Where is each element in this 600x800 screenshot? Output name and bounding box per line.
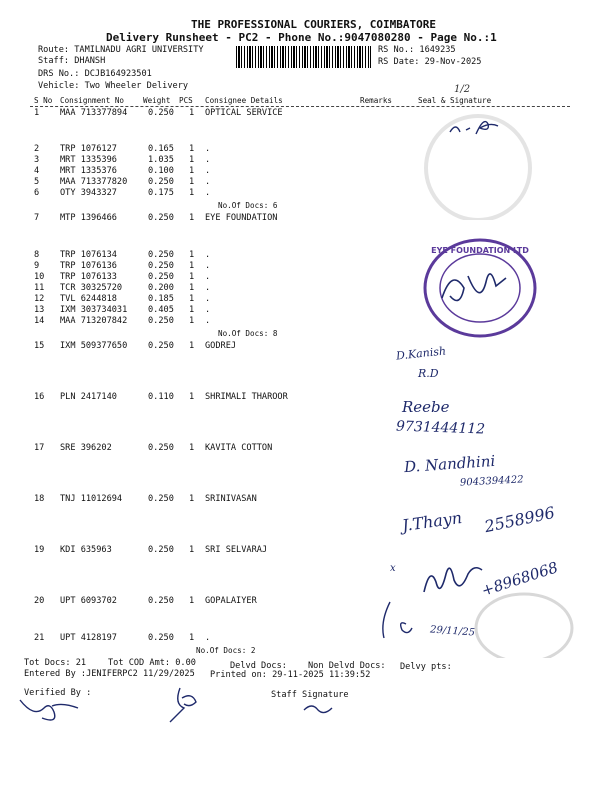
signature-18-name: J.Thayn bbox=[400, 507, 464, 536]
col-sno: S No bbox=[34, 96, 53, 105]
faint-seal-outline bbox=[400, 110, 550, 220]
non-delivered-docs: Non Delvd Docs: bbox=[308, 661, 386, 671]
table-row: 18 TNJ 11012694 0.250 1 SRINIVASAN bbox=[34, 494, 257, 504]
signature-15-name: D.Kanish bbox=[395, 344, 447, 363]
table-row: 11 TCR 30325720 0.200 1 . bbox=[34, 283, 211, 293]
table-row: 3 MRT 1335396 1.035 1 . bbox=[34, 155, 211, 165]
rs-number: RS No.: 1649235 bbox=[378, 45, 456, 55]
drs-number: DRS No.: DCJB164923501 bbox=[38, 69, 152, 79]
total-cod: Tot COD Amt: 0.00 bbox=[108, 658, 196, 668]
vehicle: Vehicle: Two Wheeler Delivery bbox=[38, 81, 189, 91]
table-row: 7 MTP 1396466 0.250 1 EYE FOUNDATION bbox=[34, 213, 278, 223]
table-row: 5 MAA 713377820 0.250 1 . bbox=[34, 177, 211, 187]
col-weight: Weight bbox=[143, 96, 171, 105]
verifier-signature bbox=[16, 694, 86, 724]
col-consignee: Consignee Details bbox=[205, 96, 283, 105]
delivered-docs: Delvd Docs: bbox=[230, 661, 287, 671]
docs-count: No.Of Docs: 2 bbox=[196, 646, 256, 655]
staff-signature bbox=[300, 700, 340, 720]
signature-18-phone: 2558996 bbox=[482, 502, 557, 537]
barcode bbox=[236, 46, 371, 68]
col-consignment: Consignment No bbox=[60, 96, 125, 105]
signature-21-date: 29/11/25 bbox=[429, 624, 476, 639]
table-row: 21 UPT 4128197 0.250 1 . bbox=[34, 633, 211, 643]
table-row: 13 IXM 303734031 0.405 1 . bbox=[34, 305, 211, 315]
delivery-points: Delvy pts: bbox=[400, 662, 452, 672]
staff-signature-label: Staff Signature bbox=[271, 690, 349, 700]
table-row: 15 IXM 509377650 0.250 1 GODREJ bbox=[34, 341, 237, 351]
company-name: THE PROFESSIONAL COURIERS, COIMBATORE bbox=[191, 18, 437, 31]
route: Route: TAMILNADU AGRI UNIVERSITY bbox=[38, 45, 204, 55]
table-row: 12 TVL 6244818 0.185 1 . bbox=[34, 294, 211, 304]
table-row: 6 OTY 3943327 0.175 1 . bbox=[34, 188, 211, 198]
table-row: 14 MAA 713207842 0.250 1 . bbox=[34, 316, 211, 326]
table-row: 9 TRP 1076136 0.250 1 . bbox=[34, 261, 211, 271]
col-pcs: PCS bbox=[179, 96, 193, 105]
docs-count: No.Of Docs: 8 bbox=[218, 329, 278, 338]
signature-17-name: D. Nandhini bbox=[403, 451, 496, 477]
signature-19-phone: +8968068 bbox=[479, 558, 561, 600]
signature-16-name: Reebe bbox=[402, 398, 450, 416]
signature-15-mark: R.D bbox=[418, 367, 439, 380]
table-row: 17 SRE 396202 0.250 1 KAVITA COTTON bbox=[34, 443, 273, 453]
faint-seal-lower bbox=[474, 588, 574, 658]
table-row: 2 TRP 1076127 0.165 1 . bbox=[34, 144, 211, 154]
entered-by: Entered By :JENIFERPC2 11/29/2025 bbox=[24, 669, 195, 679]
handwritten-page-note: 1/2 bbox=[454, 84, 471, 95]
table-row: 20 UPT 6093702 0.250 1 GOPALAIYER bbox=[34, 596, 257, 606]
printed-on: Printed on: 29-11-2025 11:39:52 bbox=[210, 670, 371, 680]
header-divider bbox=[30, 106, 570, 107]
signature-21-scribble bbox=[376, 594, 456, 644]
runsheet-subtitle: Delivery Runsheet - PC2 - Phone No.:9047080280 - Page No.:1 bbox=[106, 31, 497, 44]
signature-19-mark: x bbox=[390, 563, 396, 574]
rs-date: RS Date: 29-Nov-2025 bbox=[378, 57, 482, 67]
stamp-text: EYE FOUNDATION LTD bbox=[431, 246, 529, 255]
col-seal: Seal & Signature bbox=[418, 96, 492, 105]
total-docs: Tot Docs: 21 bbox=[24, 658, 87, 668]
table-row: 10 TRP 1076133 0.250 1 . bbox=[34, 272, 211, 282]
table-row: 4 MRT 1335376 0.100 1 . bbox=[34, 166, 211, 176]
table-row: 8 TRP 1076134 0.250 1 . bbox=[34, 250, 211, 260]
signature-16-phone: 9731444112 bbox=[395, 418, 486, 438]
staff: Staff: DHANSH bbox=[38, 56, 106, 66]
table-row: 19 KDI 635963 0.250 1 SRI SELVARAJ bbox=[34, 545, 268, 555]
verified-by: Verified By : bbox=[24, 688, 92, 698]
signature-17-phone: 9043394422 bbox=[459, 474, 524, 489]
docs-count: No.Of Docs: 6 bbox=[218, 201, 278, 210]
table-row: 1 MAA 713377894 0.250 1 OPTICAL SERVICE bbox=[34, 108, 283, 118]
entered-by-signature bbox=[160, 684, 210, 724]
table-row: 16 PLN 2417140 0.110 1 SHRIMALI THAROOR bbox=[34, 392, 288, 402]
eye-foundation-stamp bbox=[420, 236, 542, 342]
col-remarks: Remarks bbox=[360, 96, 393, 105]
